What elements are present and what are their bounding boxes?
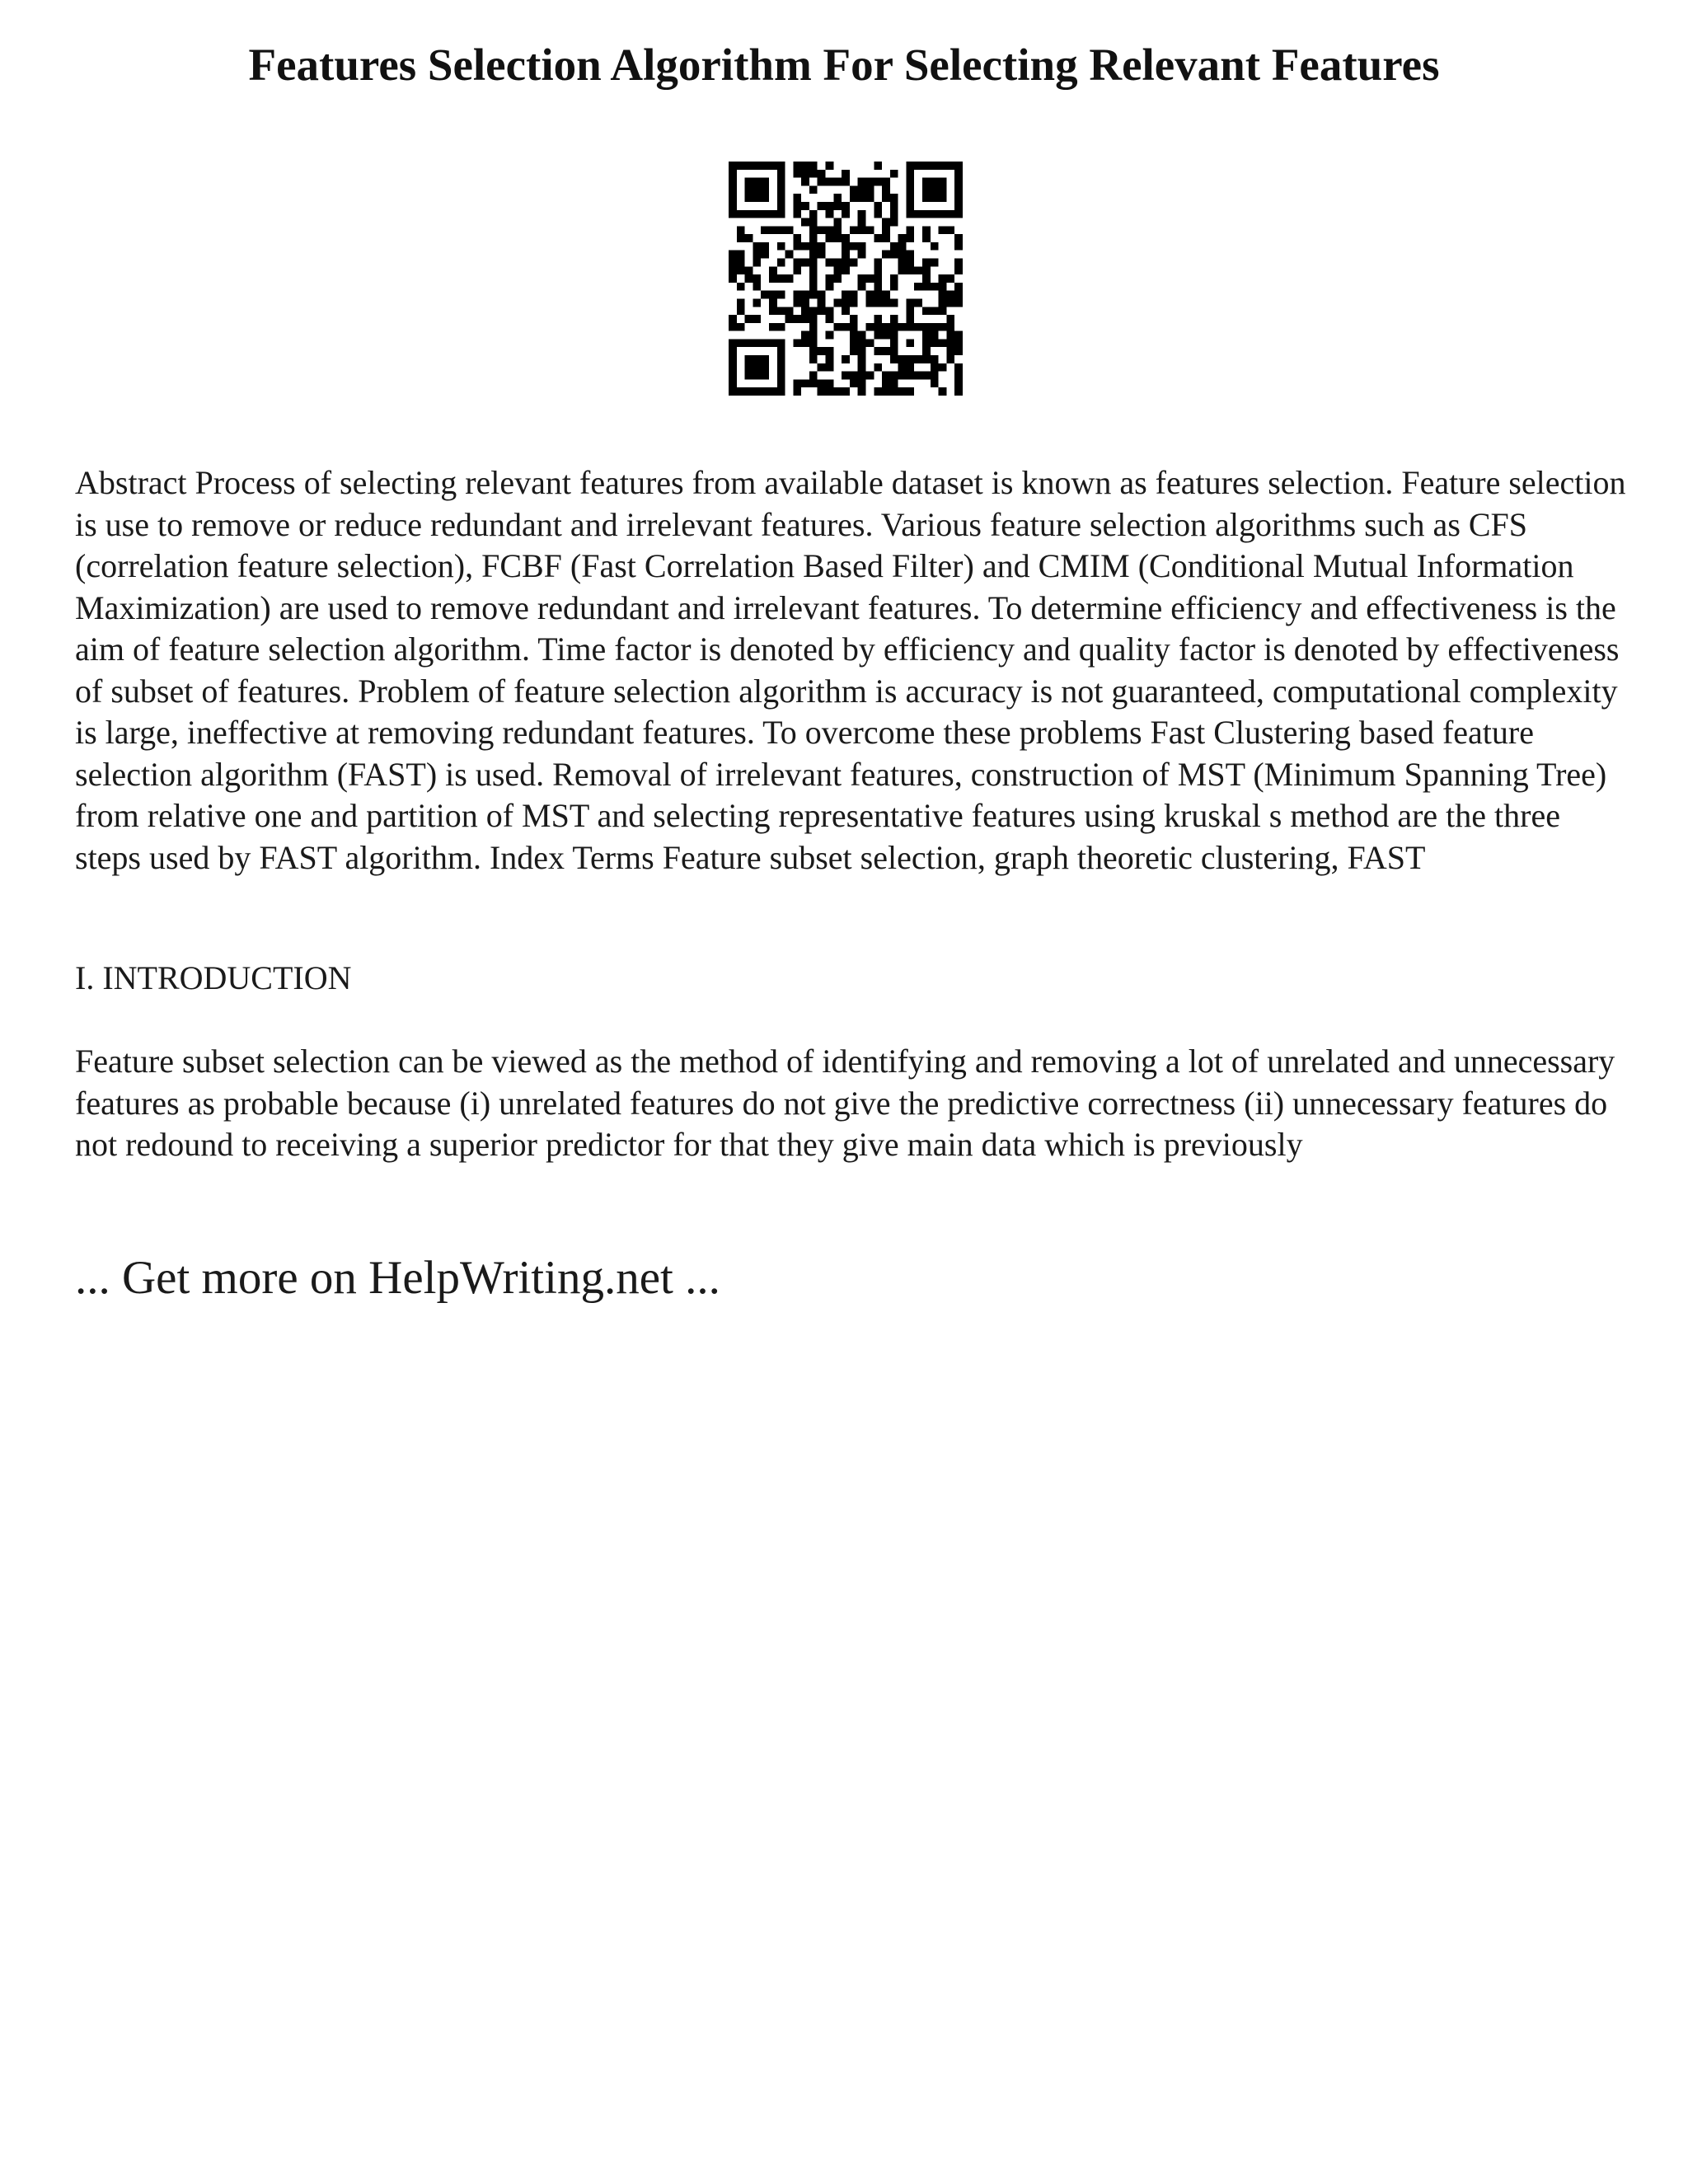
qr-code-icon <box>729 162 963 396</box>
document-title: Features Selection Algorithm For Selecting Relevant Features <box>248 40 1440 90</box>
get-more-link[interactable]: ... Get more on HelpWriting.net ... <box>75 1252 720 1304</box>
abstract-paragraph: Abstract Process of selecting relevant features from available dataset is known as features selection. Feature selection is use to remove or reduce redundant and irrelevant features. Various feature selection algorithms such as CFS (correlation feature selection), FCBF (Fast Correlation Based Filter) and CMIM (Conditional Mutual Information Maximization) are used to remove redundant and irrelevant features. To determine efficiency and effectiveness is the aim of feature selection algorithm. Time factor is denoted by efficiency and quality factor is denoted by effectiveness of subset of features. Problem of feature selection algorithm is accuracy is not guaranteed, computational complexity is large, ineffective at removing redundant features. To overcome these problems Fast Clustering based feature selection algorithm (FAST) is used. Removal of irrelevant features, construction of MST (Minimum Spanning Tree) from relative one and partition of MST and selecting representative features using kruskal s method are the three steps used by FAST algorithm. Index Terms Feature subset selection, graph theoretic clustering, FAST <box>75 464 1626 876</box>
introduction-paragraph: Feature subset selection can be viewed as the method of identifying and removing a lot of unrelated and unnecessary features as probable because (i) unrelated features do not give the predictive correctness (ii) unnecessary features do not redound to receiving a superior predictor for that they give main data which is previously <box>75 1043 1615 1163</box>
section-heading-introduction: I. INTRODUCTION <box>75 959 352 996</box>
